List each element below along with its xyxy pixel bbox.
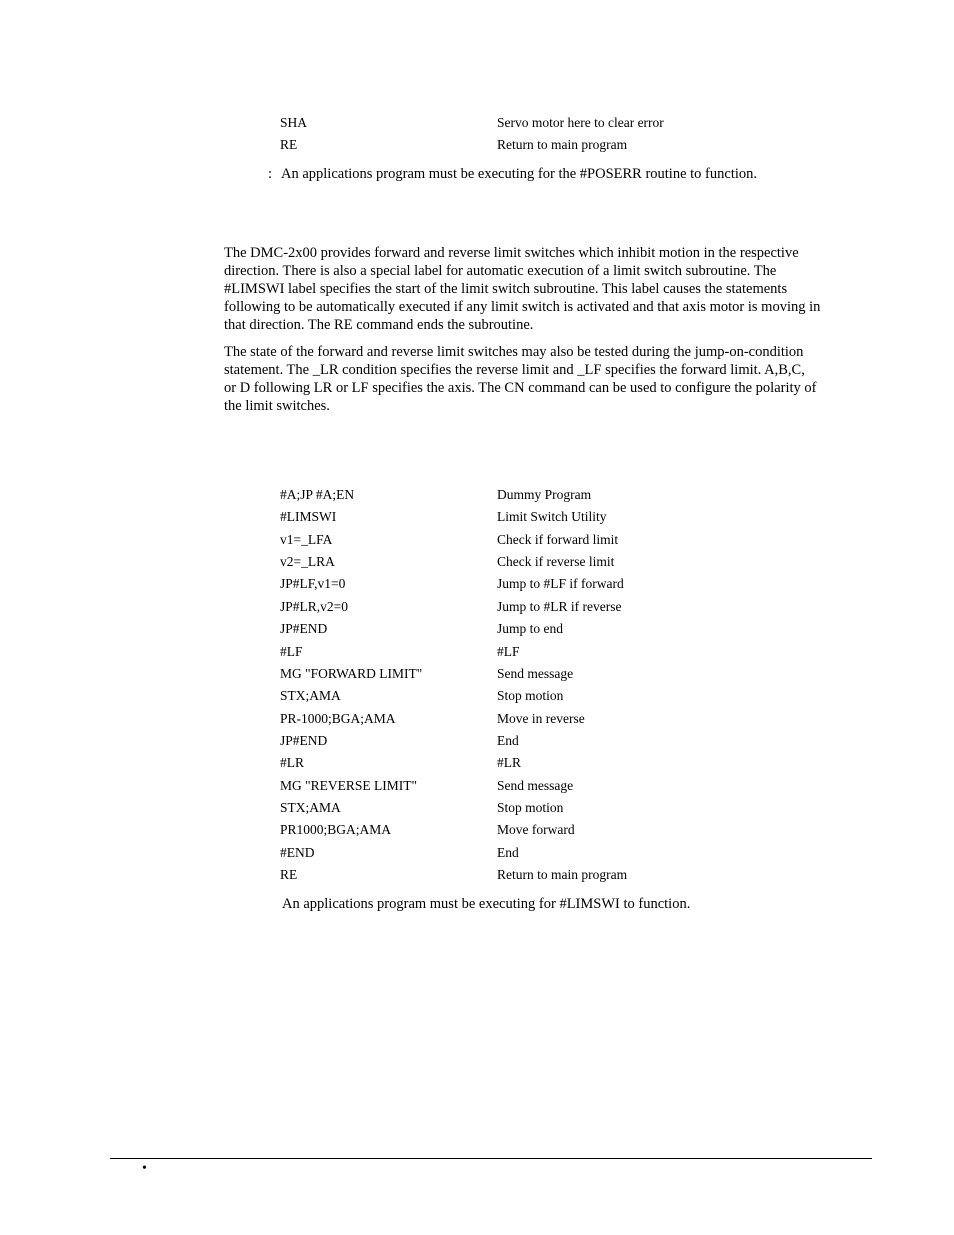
code-command: SHA	[280, 115, 308, 130]
code-command: STX;AMA	[280, 799, 341, 815]
footer-bullet: •	[142, 1161, 147, 1176]
code-command: MG "REVERSE LIMIT"	[280, 777, 418, 793]
paragraph-line: direction. There is also a special label for automatic execution of a limit switch subroutine. The	[224, 263, 777, 279]
code-description: Send message	[497, 665, 574, 681]
paragraph-line: the limit switches.	[224, 398, 330, 414]
code-command: JP#LR,v2=0	[280, 598, 349, 614]
code-description: Move forward	[497, 822, 575, 838]
poserr-note: An applications program must be executing for the #POSERR routine to function.	[281, 166, 758, 182]
limit-state-paragraph	[224, 343, 869, 415]
code-description: Stop motion	[497, 688, 564, 704]
code-command: v1=_LFA	[280, 531, 333, 547]
paragraph-line: The DMC-2x00 provides forward and reverse limit switches which inhibit motion in the respective	[224, 245, 799, 261]
code-description: #LF	[497, 643, 520, 659]
limit-switch-paragraph	[224, 244, 869, 334]
code-command: JP#LF,v1=0	[280, 576, 346, 592]
paragraph-line: The state of the forward and reverse limit switches may also be tested during the jump-on-condition	[224, 344, 804, 360]
code-command: PR-1000;BGA;AMA	[280, 710, 396, 726]
code-command: STX;AMA	[280, 688, 341, 704]
code-command: #LR	[280, 755, 305, 771]
code-description: Jump to #LR if reverse	[497, 598, 622, 614]
code-description: Limit Switch Utility	[497, 509, 607, 525]
code-description: Move in reverse	[497, 710, 585, 726]
paragraph-line: statement. The _LR condition specifies the reverse limit and _LF specifies the forward limit. A,B,C,	[224, 362, 805, 378]
code-description: #LR	[497, 755, 522, 771]
code-command: #END	[280, 844, 315, 860]
code-command: JP#END	[280, 621, 328, 637]
code-description: End	[497, 844, 519, 860]
code-description: End	[497, 732, 519, 748]
code-description: Jump to end	[497, 621, 563, 637]
code-command: MG "FORWARD LIMIT"	[280, 665, 423, 681]
code-description: Stop motion	[497, 799, 564, 815]
code-description: Return to main program	[497, 137, 628, 152]
limswi-note: An applications program must be executing for #LIMSWI to function.	[282, 896, 691, 912]
paragraph-line: #LIMSWI label specifies the start of the limit switch subroutine. This label causes the statements	[224, 281, 788, 297]
code-description: Jump to #LF if forward	[497, 576, 624, 592]
code-command: RE	[280, 137, 298, 152]
note-prefix: :	[268, 166, 273, 182]
code-command: v2=_LRA	[280, 554, 335, 570]
code-description: Send message	[497, 777, 574, 793]
paragraph-line: or D following LR or LF specifies the axis. The CN command can be used to configure the polarity of	[224, 380, 817, 396]
code-description: Dummy Program	[497, 487, 592, 502]
footer-divider	[110, 1158, 872, 1159]
code-command: RE	[280, 867, 298, 882]
code-description: Return to main program	[497, 867, 628, 882]
code-command: JP#END	[280, 732, 328, 748]
code-command: #A;JP #A;EN	[280, 487, 355, 502]
code-command: PR1000;BGA;AMA	[280, 822, 392, 838]
code-description: Check if forward limit	[497, 531, 619, 547]
code-description: Check if reverse limit	[497, 554, 615, 570]
paragraph-line: following to be automatically executed if any limit switch is activated and that axis motor is moving in	[224, 299, 821, 315]
paragraph-line: that direction. The RE command ends the subroutine.	[224, 317, 534, 333]
code-description: Servo motor here to clear error	[497, 115, 664, 130]
code-command: #LIMSWI	[280, 509, 337, 525]
code-command: #LF	[280, 643, 303, 659]
